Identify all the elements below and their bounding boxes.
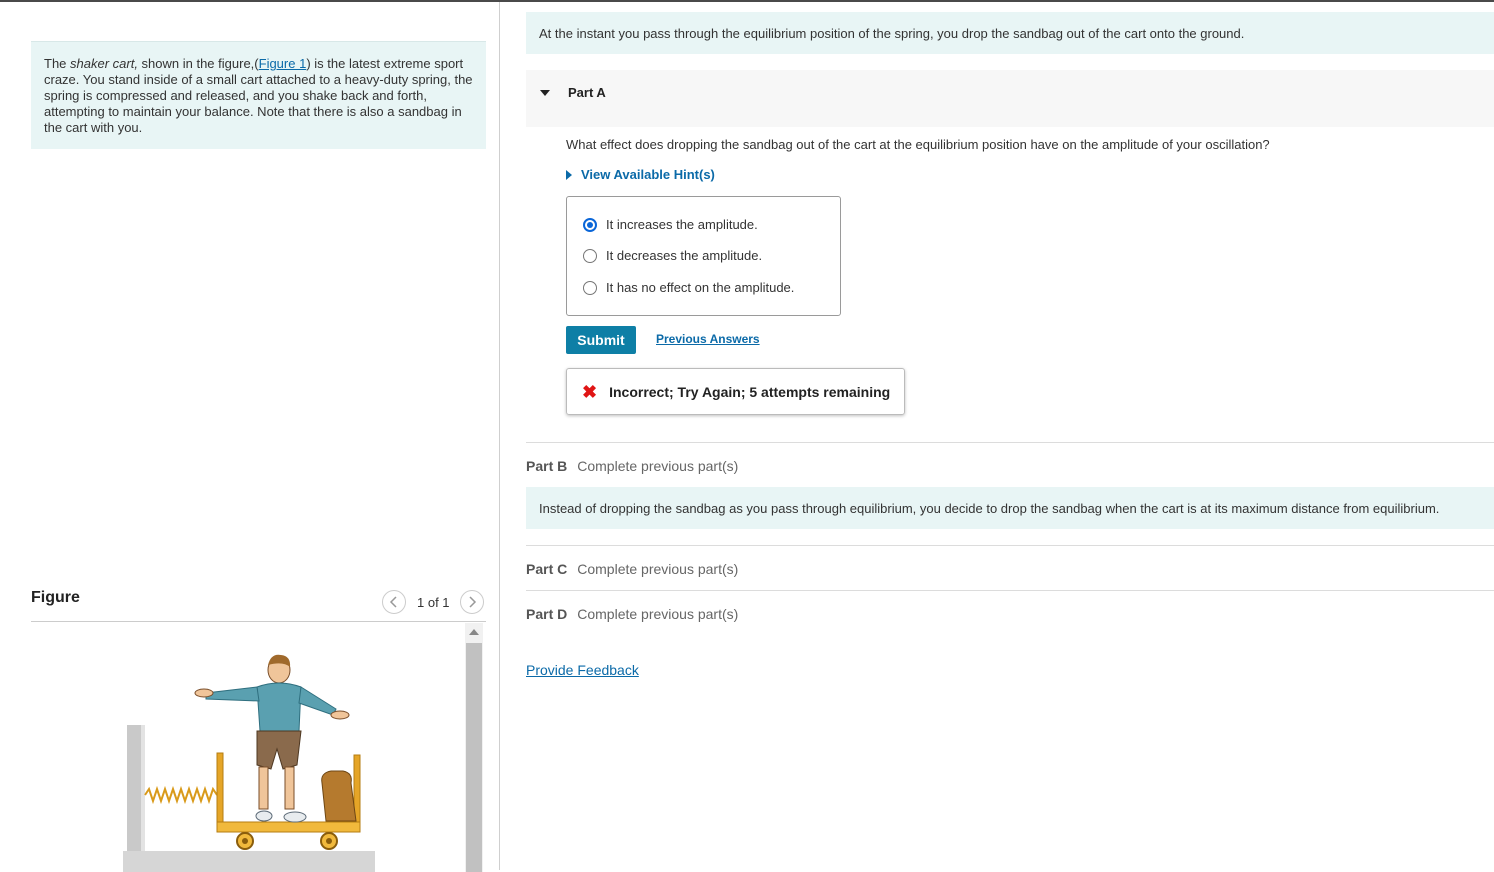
section-divider: [526, 590, 1494, 591]
figure-header: [31, 586, 486, 622]
part-c-status: Complete previous part(s): [577, 561, 739, 577]
part-a-title: Part A: [568, 85, 606, 100]
option-label: It decreases the amplitude.: [606, 248, 763, 263]
part-d-status: Complete previous part(s): [577, 606, 739, 622]
part-a-question: What effect does dropping the sandbag out of the cart at the equilibrium position have on the amplitude of your oscillation?: [566, 137, 1270, 152]
scroll-up-arrow-icon[interactable]: [469, 629, 479, 635]
section-divider: [526, 545, 1494, 546]
problem-intro: [31, 41, 486, 149]
intro-text-1: The: [44, 56, 71, 71]
figure-title: Figure: [31, 589, 80, 606]
option-increases[interactable]: [583, 217, 758, 232]
view-hints-toggle[interactable]: [566, 167, 715, 182]
option-label: It has no effect on the amplitude.: [606, 280, 795, 295]
spring: [145, 789, 217, 801]
previous-answers-link[interactable]: Previous Answers: [656, 332, 760, 346]
intro-emphasis: shaker cart,: [70, 56, 138, 71]
sandbag: [322, 771, 356, 821]
part-c-row: [526, 561, 738, 577]
intro-text-2: shown in the figure,(: [137, 56, 259, 71]
figure-pager-text: 1 of 1: [417, 595, 450, 610]
answer-options: [566, 196, 841, 316]
figure-next-button[interactable]: [460, 590, 484, 614]
section-divider: [526, 442, 1494, 443]
part-b-status: Complete previous part(s): [577, 458, 739, 474]
figure-image-area: [31, 623, 465, 872]
radio-selected[interactable]: [583, 218, 597, 232]
figure-prev-button[interactable]: [382, 590, 406, 614]
part-d-label: Part D: [526, 606, 568, 622]
part-a-header[interactable]: [526, 70, 1494, 127]
submit-button[interactable]: Submit: [566, 326, 636, 354]
incorrect-feedback: [566, 368, 905, 415]
shaker-cart-illustration: [31, 623, 465, 872]
option-label: It increases the amplitude.: [606, 217, 758, 232]
view-hints-label: View Available Hint(s): [581, 167, 715, 182]
part-b-row: [526, 458, 738, 474]
radio-unselected[interactable]: [583, 249, 597, 263]
figure-scrollbar[interactable]: [465, 623, 483, 872]
provide-feedback-link[interactable]: Provide Feedback: [526, 662, 639, 678]
scenario-info-1: [526, 12, 1494, 54]
part-c-label: Part C: [526, 561, 568, 577]
part-b-label: Part B: [526, 458, 568, 474]
scenario-info-2-text: Instead of dropping the sandbag as you pass through equilibrium, you decide to drop the sandbag when the cart is at its maximum distance from equilibrium.: [539, 500, 1440, 516]
feedback-text: Incorrect; Try Again; 5 attempts remaining: [609, 383, 891, 400]
incorrect-x-icon: ✖: [582, 381, 598, 402]
radio-unselected[interactable]: [583, 281, 597, 295]
left-panel: [0, 2, 499, 870]
scenario-info-1-text: At the instant you pass through the equilibrium position of the spring, you drop the sandbag out of the cart onto the ground.: [539, 25, 1245, 41]
expand-caret-icon: [566, 170, 572, 180]
intro-text-3: ) is the latest extreme sport craze. You stand inside of a small cart attached to a heavy-duty spring, the spring is compressed and released, and you shake back and forth, attempting to maintain your balance. Note that there is also a sandbag in the cart with you.: [44, 56, 473, 135]
part-d-row: [526, 606, 738, 622]
scroll-thumb[interactable]: [466, 643, 482, 872]
chevron-right-icon: [467, 596, 477, 608]
right-panel: [500, 2, 1494, 870]
collapse-caret-icon[interactable]: [540, 90, 550, 96]
option-decreases[interactable]: [583, 248, 762, 263]
option-no-effect[interactable]: [583, 280, 794, 295]
chevron-left-icon: [389, 596, 399, 608]
figure-link[interactable]: Figure 1: [258, 56, 307, 71]
scenario-info-2: [526, 487, 1494, 529]
